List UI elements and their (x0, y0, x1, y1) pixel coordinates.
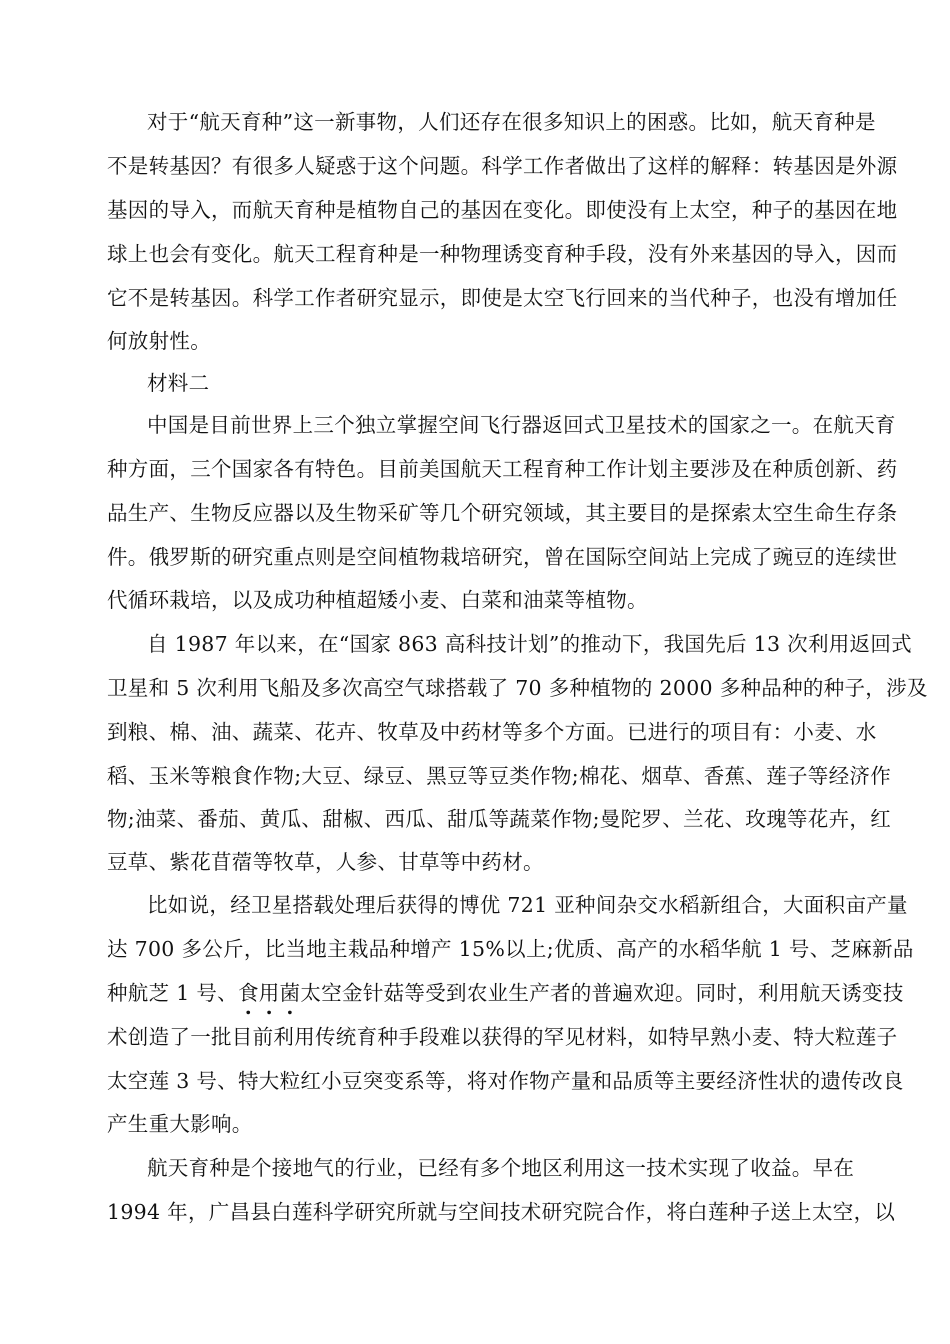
paragraph-3-line-6: 豆草、紫花苜蓿等牧草，人参、甘草等中药材。 (107, 850, 544, 874)
paragraph-4-line-4: 术创造了一批目前利用传统育种手段难以获得的罕见材料，如特早熟小麦、特大粒莲子 (107, 1025, 898, 1049)
paragraph-1-line-1: 对于“航天育种”这一新事物，人们还存在很多知识上的困惑。比如，航天育种是 (147, 110, 876, 134)
paragraph-2-line-1: 中国是目前世界上三个独立掌握空间飞行器返回式卫星技术的国家之一。在航天育 (147, 413, 896, 437)
paragraph-3-line-1: 自 1987 年以来，在“国家 863 高科技计划”的推动下，我国先后 13 次利用返回式 (147, 632, 912, 656)
emphasis-before: 种航芝 1 号、 (107, 981, 238, 1005)
paragraph-2-line-5: 代循环栽培，以及成功种植超矮小麦、白菜和油菜等植物。 (107, 588, 648, 612)
paragraph-5-line-1: 航天育种是个接地气的行业，已经有多个地区利用这一技术实现了收益。早在 (147, 1156, 855, 1180)
paragraph-2-line-3: 品生产、生物反应器以及生物采矿等几个研究领域，其主要目的是探索太空生命生存条 (107, 501, 898, 525)
dotted-char: 用 (258, 981, 280, 1005)
paragraph-1-line-2: 不是转基因？有很多人疑惑于这个问题。科学工作者做出了这样的解释：转基因是外源 (107, 154, 898, 178)
paragraph-3-line-3: 到粮、棉、油、蔬菜、花卉、牧草及中药材等多个方面。已进行的项目有：小麦、水 (107, 720, 877, 744)
paragraph-2-line-2: 种方面，三个国家各有特色。目前美国航天工程育种工作计划主要涉及在种质创新、药 (107, 457, 898, 481)
paragraph-3-line-4: 稻、玉米等粮食作物;大豆、绿豆、黑豆等豆类作物;棉花、烟草、香蕉、莲子等经济作 (107, 764, 892, 788)
dotted-char: 菌 (279, 981, 301, 1005)
paragraph-4-line-3 (107, 979, 904, 1007)
paragraph-4-line-2: 达 700 多公斤，比当地主栽品种增产 15%以上;优质、高产的水稻华航 1 号、芝麻新品 (107, 937, 914, 961)
paragraph-4-line-6: 产生重大影响。 (107, 1112, 253, 1136)
paragraph-1-line-5: 它不是转基因。科学工作者研究显示，即使是太空飞行回来的当代种子，也没有增加任 (107, 286, 898, 310)
section-heading: 材料二 (147, 371, 210, 395)
paragraph-1-line-6: 何放射性。 (107, 329, 211, 353)
paragraph-2-line-4: 件。俄罗斯的研究重点则是空间植物栽培研究，曾在国际空间站上完成了豌豆的连续世 (107, 545, 898, 569)
paragraph-3-line-5: 物;油菜、番茄、黄瓜、甜椒、西瓜、甜瓜等蔬菜作物;曼陀罗、兰花、玫瑰等花卉，红 (107, 807, 892, 831)
emphasis-after: 太空金针菇等受到农业生产者的普遍欢迎。同时，利用航天诱变技 (300, 981, 904, 1005)
paragraph-1-line-4: 球上也会有变化。航天工程育种是一种物理诱变育种手段，没有外来基因的导入，因而 (107, 242, 898, 266)
paragraph-4-line-5: 太空莲 3 号、特大粒红小豆突变系等，将对作物产量和品质等主要经济性状的遗传改良 (107, 1069, 904, 1093)
paragraph-1-line-3: 基因的导入，而航天育种是植物自己的基因在变化。即使没有上太空，种子的基因在地 (107, 198, 898, 222)
paragraph-5-line-2: 1994 年，广昌县白莲科学研究所就与空间技术研究院合作，将白莲种子送上太空，以 (107, 1200, 896, 1224)
paragraph-4-line-1: 比如说，经卫星搭载处理后获得的博优 721 亚种间杂交水稻新组合，大面积亩产量 (147, 893, 908, 917)
dotted-char: 食 (237, 981, 259, 1005)
paragraph-3-line-2: 卫星和 5 次利用飞船及多次高空气球搭载了 70 多种植物的 2000 多种品种的种子，涉及 (107, 676, 928, 700)
dotted-emphasis (238, 981, 300, 1005)
